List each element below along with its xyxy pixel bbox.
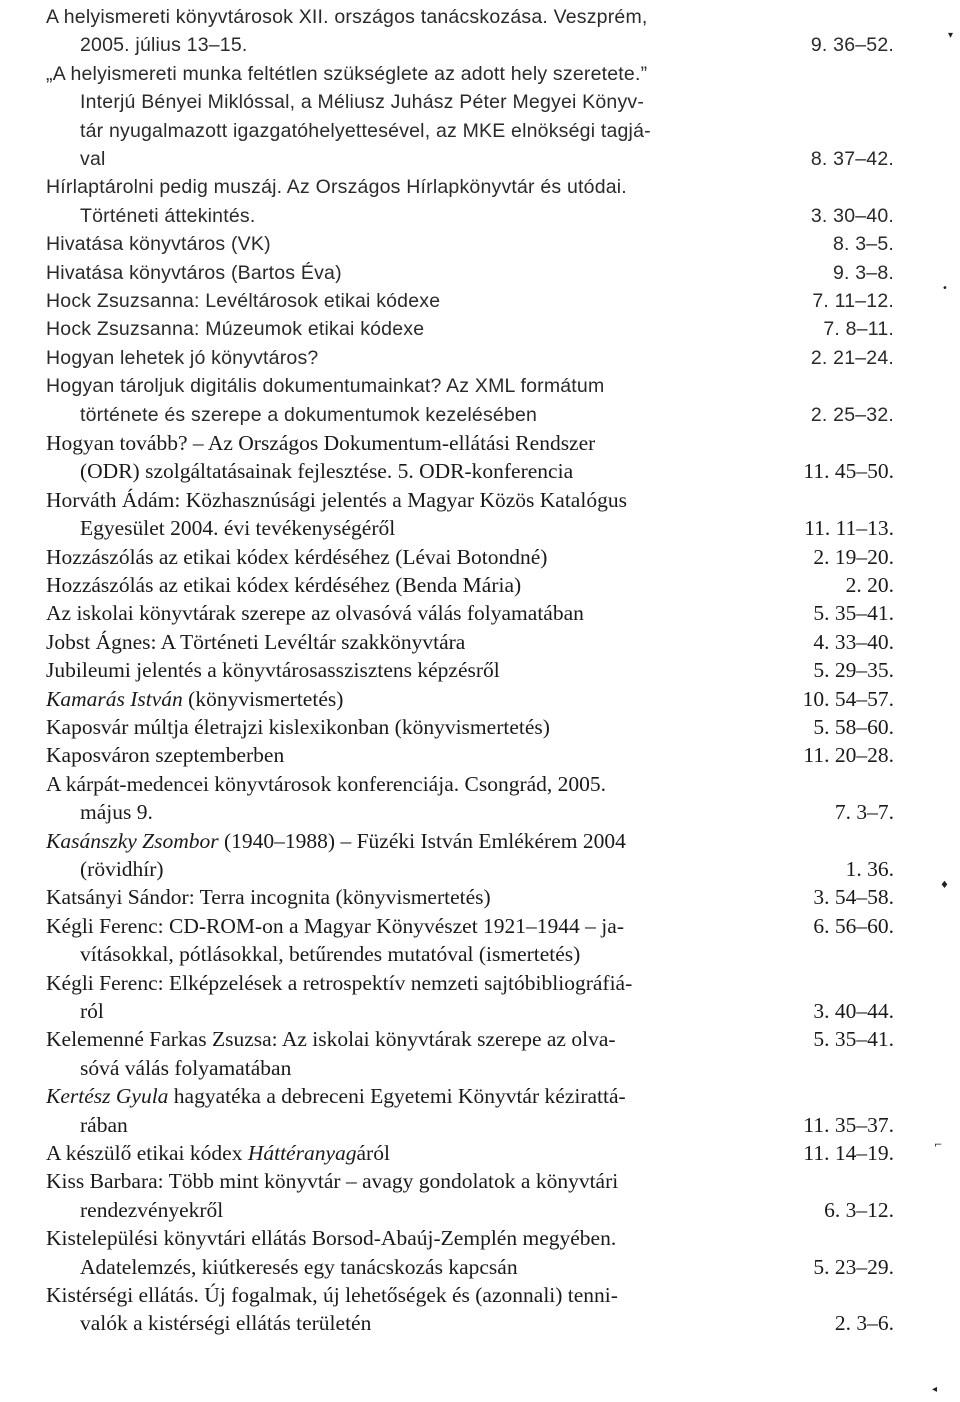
entry-text	[46, 628, 465, 656]
entry-text-part: Az iskolai könyvtárak szerepe az olvasóvá válás folyamatában	[46, 601, 584, 626]
entry-reference: 5. 35–41.	[813, 601, 894, 626]
entry-text-part: Kégli Ferenc: Elképzelések a retrospektív nemzeti sajtóbibliográfiá-	[46, 970, 633, 995]
entry-reference: 11. 14–19.	[803, 1141, 894, 1165]
index-entry	[46, 344, 896, 372]
index-entry	[46, 543, 896, 571]
print-speck: •	[942, 283, 948, 294]
entry-text-part: Horváth Ádám: Közhasznúsági jelentés a Magyar Közös Katalógus	[46, 487, 627, 512]
entry-text-part: Jubileumi jelentés a könyvtárosasszisztens képzésről	[46, 658, 500, 683]
entry-text-part: Hock Zsuzsanna: Múzeumok etikai kódexe	[46, 318, 425, 341]
entry-reference: 7. 11–12.	[812, 290, 894, 312]
entry-continuation-line	[46, 798, 896, 826]
index-entry	[46, 1082, 896, 1139]
entry-reference: 11. 35–37.	[803, 1112, 894, 1137]
index-entry	[46, 628, 896, 656]
entry-text	[46, 429, 595, 457]
entry-continuation-line	[46, 88, 896, 116]
entry-title-line	[46, 912, 896, 940]
entry-text	[46, 315, 424, 343]
entry-title-line	[46, 315, 896, 343]
entry-text	[46, 1224, 616, 1252]
entry-text	[46, 60, 647, 88]
entry-title-line	[46, 372, 896, 400]
entry-text	[46, 88, 644, 116]
entry-continuation-line	[46, 145, 896, 173]
entry-text-part: Hock Zsuzsanna: Levéltárosok etikai kódexe	[46, 290, 441, 312]
entry-reference: 5. 58–60.	[813, 715, 894, 739]
index-entry	[46, 599, 896, 627]
entry-continuation-line	[46, 31, 896, 59]
entry-title-line	[46, 685, 896, 713]
entry-text	[46, 486, 627, 514]
entry-text	[46, 230, 271, 258]
entry-text-part: Kelemenné Farkas Zsuzsa: Az iskolai könyvtárak szerepe az olva-	[46, 1027, 616, 1052]
print-speck: ⌐	[934, 1140, 943, 1151]
index-entry	[46, 60, 896, 174]
entry-title-line	[46, 3, 896, 31]
entry-text-part: áról	[356, 1141, 390, 1165]
entry-text-part: május 9.	[80, 800, 153, 825]
entry-text	[46, 855, 164, 883]
entry-title-line	[46, 1167, 896, 1195]
entry-reference: 2. 21–24.	[810, 346, 894, 369]
entry-reference: 8. 37–42.	[810, 148, 894, 171]
entry-title-line	[46, 1224, 896, 1252]
entry-title-line	[46, 173, 896, 201]
entry-text-part: ról	[80, 999, 104, 1023]
entry-text	[46, 117, 651, 145]
entry-text	[46, 571, 521, 599]
index-entry	[46, 287, 896, 315]
entry-continuation-line	[46, 997, 896, 1025]
entry-text-part: rendezvényekről	[80, 1197, 224, 1222]
entry-text	[46, 798, 153, 826]
index-entry	[46, 230, 896, 258]
entry-text-part: (könyvismertetés)	[182, 686, 344, 711]
entry-text	[46, 259, 342, 287]
index-entry	[46, 883, 896, 911]
entry-continuation-line	[46, 514, 896, 542]
entry-text-part: Hogyan lehetek jó könyvtáros?	[46, 346, 319, 369]
entry-continuation-line	[46, 1196, 896, 1224]
entry-title-line	[46, 770, 896, 798]
entry-text	[46, 1309, 371, 1337]
entry-continuation-line	[46, 457, 896, 485]
entry-title-line	[46, 741, 896, 769]
entry-text-part: Hivatása könyvtáros (Bartos Éva)	[46, 261, 342, 284]
index-entry	[46, 656, 896, 684]
index-entry	[46, 713, 896, 741]
entry-title-line	[46, 656, 896, 684]
entry-reference: 3. 30–40.	[810, 204, 894, 227]
entry-continuation-line	[46, 1253, 896, 1281]
entry-text-part: sóvá válás folyamatában	[80, 1055, 292, 1080]
entry-title-line	[46, 1025, 896, 1053]
entry-text	[46, 883, 491, 911]
entry-text	[46, 997, 104, 1025]
entry-text	[46, 741, 284, 769]
entry-text-part: Kaposváron szeptemberben	[46, 743, 285, 768]
entry-reference: 1. 36.	[845, 857, 894, 881]
entry-text-part: Hogyan tovább? – Az Országos Dokumentum-ellátási Rendszer	[46, 431, 596, 455]
entry-text	[46, 287, 440, 315]
entry-text-part: Történeti áttekintés.	[80, 204, 256, 227]
entry-text-part: hagyatéka a debreceni Egyetemi Könyvtár kézirattá-	[168, 1084, 626, 1109]
entry-text-part: Hozzászólás az etikai kódex kérdéséhez (Lévai Botondné)	[46, 544, 548, 569]
entry-text-part: (1940–1988) – Füzéki István Emlékérem 2004	[218, 828, 626, 853]
entry-reference: 3. 54–58.	[813, 885, 894, 910]
entry-text	[46, 599, 584, 627]
entry-reference: 2. 19–20.	[813, 544, 894, 569]
entry-text	[46, 656, 500, 684]
entry-reference: 6. 3–12.	[824, 1197, 894, 1222]
entry-title-line	[46, 628, 896, 656]
entry-italic-text: Háttéranyag	[247, 1141, 357, 1165]
entry-italic-text: Kasánszky Zsombor	[46, 828, 219, 853]
entry-text	[46, 1167, 618, 1195]
index-entry	[46, 571, 896, 599]
entry-text	[46, 514, 395, 542]
index-entry	[46, 486, 896, 543]
print-speck: ♦	[940, 880, 949, 891]
entry-text-part: A helyismereti könyvtárosok XII. országos tanácskozása. Veszprém,	[46, 6, 648, 28]
entry-text	[46, 969, 632, 997]
entry-continuation-line	[46, 1054, 896, 1082]
entry-title-line	[46, 60, 896, 88]
index-entry	[46, 3, 896, 60]
entry-reference: 10. 54–57.	[802, 686, 894, 711]
entry-title-line	[46, 883, 896, 911]
entry-title-line	[46, 486, 896, 514]
entry-text-part: Kégli Ferenc: CD-ROM-on a Magyar Könyvészet 1921–1944 – ja-	[46, 913, 624, 938]
entry-text-part: rában	[80, 1112, 128, 1137]
entry-text-part: Hozzászólás az etikai kódex kérdéséhez (Benda Mária)	[46, 573, 522, 597]
entry-title-line	[46, 599, 896, 627]
entry-text	[46, 543, 547, 571]
entry-text	[46, 372, 604, 400]
entry-title-line	[46, 1139, 896, 1167]
entry-text	[46, 1054, 291, 1082]
entry-text-part: Hogyan tároljuk digitális dokumentumainkat? Az XML formátum	[46, 375, 605, 398]
entry-text-part: Hírlaptárolni pedig muszáj. Az Országos Hírlapkönyvtár és utódai.	[46, 176, 627, 199]
entry-reference: 7. 3–7.	[834, 800, 894, 825]
entry-reference: 9. 3–8.	[832, 261, 894, 284]
index-entry	[46, 741, 896, 769]
entry-reference: 3. 40–44.	[813, 999, 894, 1023]
entry-text-part: 2005. július 13–15.	[80, 34, 248, 57]
entry-text-part: története és szerepe a dokumentumok kezelésében	[80, 403, 538, 426]
index-entry	[46, 173, 896, 230]
entry-continuation-line	[46, 117, 896, 145]
entry-reference: 9. 36–52.	[810, 34, 894, 57]
index-entry	[46, 770, 896, 827]
entry-reference: 11. 45–50.	[803, 459, 894, 484]
entry-reference: 8. 3–5.	[832, 233, 894, 256]
print-speck: ▾	[948, 30, 954, 41]
entry-reference: 6. 56–60.	[813, 913, 894, 938]
entry-title-line	[46, 543, 896, 571]
entry-title-line	[46, 287, 896, 315]
entry-text	[46, 457, 573, 485]
entry-text	[46, 940, 580, 968]
entry-reference: 7. 8–11.	[823, 318, 894, 341]
entry-continuation-line	[46, 855, 896, 883]
index-entry	[46, 1224, 896, 1281]
entry-text-part: Jobst Ágnes: A Történeti Levéltár szakkönyvtára	[46, 629, 466, 654]
entry-text-part: (ODR) szolgáltatásainak fejlesztése. 5. ODR-konferencia	[80, 459, 574, 484]
entry-text	[46, 1253, 518, 1281]
index-entry	[46, 259, 896, 287]
entry-text	[46, 1111, 128, 1139]
entry-italic-text: Kamarás István	[46, 686, 183, 711]
entry-text-part: Adatelemzés, kiútkeresés egy tanácskozás kapcsán	[80, 1254, 518, 1279]
entry-text	[46, 912, 624, 940]
entry-title-line	[46, 344, 896, 372]
entry-text-part: vításokkal, pótlásokkal, betűrendes mutatóval (ismertetés)	[80, 942, 581, 967]
entry-text-part: val	[80, 148, 106, 171]
entry-title-line	[46, 969, 896, 997]
entry-title-line	[46, 259, 896, 287]
index-entry	[46, 1167, 896, 1224]
entry-title-line	[46, 713, 896, 741]
entry-reference: 2. 25–32.	[810, 403, 894, 426]
entry-reference: 5. 23–29.	[813, 1254, 894, 1279]
entry-text	[46, 1082, 626, 1110]
entry-text-part: Egyesület 2004. évi tevékenységéről	[80, 516, 396, 541]
entry-title-line	[46, 230, 896, 258]
entry-text	[46, 202, 255, 230]
entry-text	[46, 3, 648, 31]
index-entry	[46, 372, 896, 429]
entry-text	[46, 1196, 223, 1224]
entry-text-part: Kaposvár múltja életrajzi kislexikonban (könyvismertetés)	[46, 715, 550, 739]
entry-text	[46, 173, 627, 201]
entry-text	[46, 145, 106, 173]
index-entry	[46, 827, 896, 884]
entry-reference: 2. 3–6.	[834, 1311, 894, 1336]
entry-text-part: „A helyismereti munka feltétlen szükséglete az adott hely szeretete.”	[46, 62, 648, 85]
entry-text	[46, 1281, 618, 1309]
index-entry	[46, 912, 896, 969]
entry-reference: 11. 20–28.	[803, 743, 894, 768]
entry-text-part: valók a kistérségi ellátás területén	[80, 1311, 372, 1336]
entry-text-part: (rövidhír)	[80, 857, 164, 881]
entry-continuation-line	[46, 202, 896, 230]
entry-text-part: Interjú Bényei Miklóssal, a Méliusz Juhász Péter Megyei Könyv-	[80, 91, 645, 114]
entry-text-part: Hivatása könyvtáros (VK)	[46, 233, 271, 256]
index-entry	[46, 1025, 896, 1082]
entry-title-line	[46, 571, 896, 599]
entry-continuation-line	[46, 1111, 896, 1139]
entry-text	[46, 713, 550, 741]
entry-italic-text: Kertész Gyula	[46, 1084, 169, 1109]
entry-reference: 2. 20.	[845, 573, 894, 597]
entry-text-part: Kiss Barbara: Több mint könyvtár – avagy gondolatok a könyvtári	[46, 1169, 619, 1194]
entry-text	[46, 31, 248, 59]
entry-text	[46, 344, 318, 372]
entry-continuation-line	[46, 1309, 896, 1337]
entry-text	[46, 1139, 390, 1167]
entry-text-part: Katsányi Sándor: Terra incognita (könyvismertetés)	[46, 885, 491, 910]
entry-title-line	[46, 429, 896, 457]
entry-text-part: tár nyugalmazott igazgatóhelyettesével, az MKE elnökségi tagjá-	[80, 119, 651, 142]
entry-text	[46, 770, 606, 798]
entry-reference: 5. 35–41.	[813, 1027, 894, 1052]
entry-text	[46, 827, 626, 855]
entry-text-part: Kistérségi ellátás. Új fogalmak, új lehetőségek és (azonnali) tenni-	[46, 1283, 618, 1307]
entry-text	[46, 401, 537, 429]
entry-reference: 4. 33–40.	[813, 629, 894, 654]
entry-text-part: A készülő etikai kódex	[46, 1141, 248, 1165]
entry-text-part: A kárpát-medencei könyvtárosok konferenciája. Csongrád, 2005.	[46, 771, 607, 796]
index-entry	[46, 315, 896, 343]
entry-title-line	[46, 827, 896, 855]
entry-title-line	[46, 1281, 896, 1309]
entry-reference: 5. 29–35.	[813, 658, 894, 683]
index-entry	[46, 429, 896, 486]
index-entry	[46, 1281, 896, 1338]
entry-continuation-line	[46, 940, 896, 968]
entry-text	[46, 1025, 616, 1053]
index-entry	[46, 969, 896, 1026]
entry-title-line	[46, 1082, 896, 1110]
index-entry	[46, 685, 896, 713]
entry-text-part: Kistelepülési könyvtári ellátás Borsod-Abaúj-Zemplén megyében.	[46, 1226, 617, 1251]
entry-text	[46, 685, 343, 713]
entry-continuation-line	[46, 401, 896, 429]
index-entry	[46, 1139, 896, 1167]
print-speck: ◂	[932, 1384, 938, 1395]
entry-reference: 11. 11–13.	[804, 516, 894, 541]
